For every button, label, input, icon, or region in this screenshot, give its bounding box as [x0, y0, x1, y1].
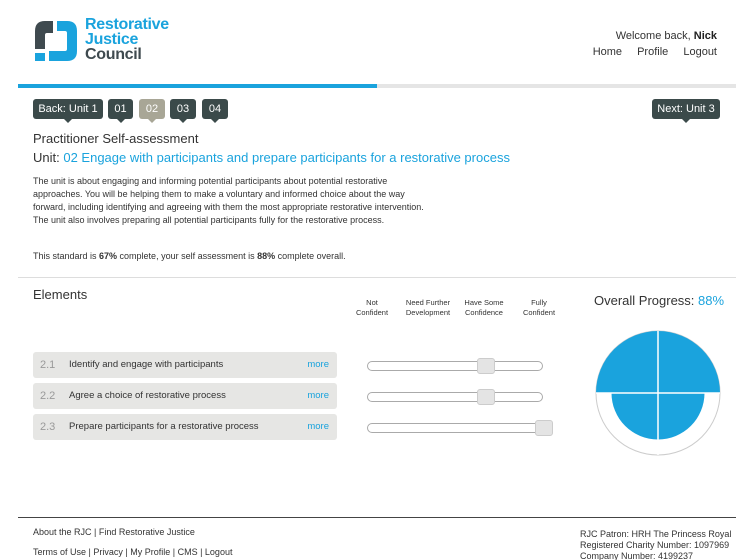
page-02-button[interactable]: 02	[139, 99, 165, 119]
footer-divider	[18, 517, 736, 518]
footer-links-bottom: Terms of Use | Privacy | My Profile | CMS | Logout	[33, 547, 233, 557]
top-nav	[581, 46, 717, 58]
status-middle: complete, your self assessment is	[117, 251, 258, 261]
element-row-2-2	[33, 383, 337, 409]
col-not-confident: Not Confident	[355, 298, 389, 317]
more-link[interactable]: more	[307, 421, 329, 432]
page-title: Practitioner Self-assessment	[33, 131, 199, 146]
element-label: Agree a choice of restorative process	[69, 390, 226, 401]
about-rjc-link[interactable]: About the RJC	[33, 527, 92, 537]
quadrant-top-left	[596, 331, 658, 393]
confidence-slider-2-2[interactable]	[367, 392, 543, 402]
more-link[interactable]: more	[307, 390, 329, 401]
col-fully-confident: Fully Confident	[522, 298, 556, 317]
site-header	[0, 0, 755, 88]
overall-progress-value: 88%	[698, 293, 725, 308]
unit-progress-bar	[18, 84, 736, 88]
slider-handle[interactable]	[535, 420, 553, 436]
my-profile-link[interactable]: My Profile	[130, 547, 171, 557]
terms-link[interactable]: Terms of Use	[33, 547, 87, 557]
element-number: 2.3	[40, 421, 56, 433]
unit-prefix: Unit:	[33, 150, 60, 165]
logo-word-3: Council	[85, 46, 142, 63]
back-unit-button[interactable]: Back: Unit 1	[33, 99, 103, 119]
page-03-button[interactable]: 03	[170, 99, 196, 119]
section-divider	[18, 277, 736, 278]
standard-percent: 67%	[99, 251, 118, 261]
rjc-logo-mark	[33, 19, 79, 63]
find-rj-link[interactable]: Find Restorative Justice	[98, 527, 195, 537]
welcome-message	[616, 30, 717, 42]
confidence-slider-2-1[interactable]	[367, 361, 543, 371]
element-row-2-1	[33, 352, 337, 378]
slider-handle[interactable]	[477, 389, 495, 405]
elements-heading: Elements	[33, 287, 88, 302]
slider-handle[interactable]	[477, 358, 495, 374]
element-row-2-3	[33, 414, 337, 440]
unit-name: 02 Engage with participants and prepare participants for a restorative process	[63, 150, 510, 165]
footer-logout-link[interactable]: Logout	[204, 547, 233, 557]
logo-word-1: Restorative	[85, 16, 169, 33]
nav-home-link[interactable]: Home	[592, 46, 623, 58]
username: Nick	[693, 30, 717, 42]
company-number: Company Number: 4199237	[580, 551, 694, 560]
logo-word-2: Justice	[85, 31, 139, 48]
confidence-slider-2-3[interactable]	[367, 423, 543, 433]
element-label: Prepare participants for a restorative process	[69, 421, 259, 432]
overall-progress-label: Overall Progress:	[594, 293, 695, 308]
privacy-link[interactable]: Privacy	[93, 547, 123, 557]
welcome-text: Welcome back,	[615, 30, 691, 42]
self-assessment-percent: 88%	[257, 251, 276, 261]
element-label: Identify and engage with participants	[69, 359, 224, 370]
footer-legal	[580, 529, 731, 560]
page-01-button[interactable]: 01	[108, 99, 133, 119]
completion-status	[33, 251, 346, 261]
element-number: 2.2	[40, 390, 56, 402]
col-some-confidence: Have Some Confidence	[464, 298, 504, 317]
status-prefix: This standard is	[33, 251, 100, 261]
nav-logout-link[interactable]: Logout	[683, 46, 717, 58]
page-04-button[interactable]: 04	[202, 99, 228, 119]
col-need-development: Need Further Development	[405, 298, 451, 317]
rjc-logo[interactable]	[33, 17, 183, 67]
overall-progress	[594, 293, 724, 308]
more-link[interactable]: more	[307, 359, 329, 370]
footer-links-top: About the RJC | Find Restorative Justice	[33, 527, 195, 537]
unit-description: The unit is about engaging and informing potential participants about potential restorative approaches. You will be helping them to make a voluntary and informed choice about the way forward, including identifying and agreeing with them the most appropriate restorative intervention. The unit also involves preparing all potential participants fully for the restorative process.	[33, 176, 424, 225]
unit-title	[33, 150, 510, 165]
next-unit-button[interactable]: Next: Unit 3	[652, 99, 720, 119]
patron-text: RJC Patron: HRH The Princess Royal	[580, 529, 732, 539]
quadrant-top-right	[658, 331, 720, 393]
progress-quadrant-chart	[594, 329, 722, 457]
charity-number: Registered Charity Number: 1097969	[580, 540, 730, 550]
status-suffix: complete overall.	[275, 251, 346, 261]
element-number: 2.1	[40, 359, 56, 371]
cms-link[interactable]: CMS	[177, 547, 198, 557]
rjc-logo-text	[85, 17, 169, 62]
nav-profile-link[interactable]: Profile	[637, 46, 669, 58]
unit-progress-fill	[18, 84, 377, 88]
